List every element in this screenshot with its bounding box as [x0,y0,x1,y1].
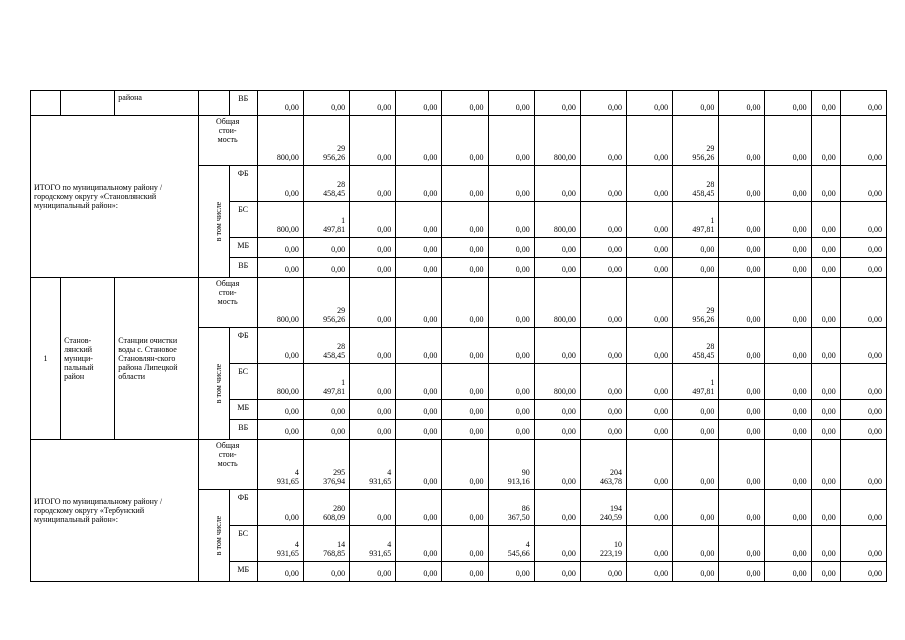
financing-table [30,90,887,582]
value-cell: 0,00 [350,91,396,116]
value-cell: 0,00 [673,400,719,420]
value-cell: 0,00 [442,400,488,420]
fund-cell: ВБ [229,91,257,116]
value-cell: 0,00 [303,420,349,440]
value-cell: 28 458,45 [673,166,719,202]
value-cell: 0,00 [580,116,626,166]
value-cell: 0,00 [488,562,534,582]
value-cell: 0,00 [442,562,488,582]
value-cell: 0,00 [580,258,626,278]
value-cell: 0,00 [488,238,534,258]
value-cell: 0,00 [442,238,488,258]
value-cell: 0,00 [627,440,673,490]
value-cell: 0,00 [396,278,442,328]
value-cell: 0,00 [719,400,765,420]
total-label-cell: ИТОГО по муниципальному району / городскому округу «Становлянский муниципальный район»: [31,116,199,278]
value-cell: 0,00 [627,91,673,116]
value-cell: 0,00 [488,364,534,400]
value-cell: 0,00 [488,258,534,278]
value-cell: 194 240,59 [580,490,626,526]
value-cell: 295 376,94 [303,440,349,490]
sub-label-text: в том числе [213,515,223,556]
value-cell: 0,00 [673,420,719,440]
value-cell: 0,00 [350,278,396,328]
value-cell: 4 931,65 [350,440,396,490]
value-cell: 0,00 [396,116,442,166]
fund-cell: ФБ [229,490,257,526]
value-cell: 0,00 [488,420,534,440]
value-cell: 0,00 [303,400,349,420]
value-cell: 0,00 [442,420,488,440]
value-cell: 29 956,26 [673,116,719,166]
value-cell: 0,00 [811,258,840,278]
sub-label-cell [198,91,229,116]
value-cell: 0,00 [396,526,442,562]
value-cell: 0,00 [627,526,673,562]
fund-cell: ФБ [229,166,257,202]
value-cell: 0,00 [719,166,765,202]
value-cell: 0,00 [580,278,626,328]
value-cell: 0,00 [840,420,886,440]
value-cell: 1 497,81 [673,202,719,238]
fund-cell: ВБ [229,420,257,440]
value-cell: 0,00 [257,400,303,420]
general-cost-label: Общая стои- мость [198,440,257,490]
value-cell: 0,00 [534,258,580,278]
value-cell: 0,00 [719,440,765,490]
value-cell: 0,00 [627,420,673,440]
value-cell: 0,00 [673,91,719,116]
fund-cell: МБ [229,562,257,582]
value-cell: 0,00 [765,278,811,328]
value-cell: 0,00 [534,400,580,420]
value-cell: 0,00 [580,400,626,420]
value-cell: 0,00 [811,238,840,258]
value-cell: 800,00 [257,364,303,400]
value-cell: 4 545,66 [488,526,534,562]
value-cell: 0,00 [840,258,886,278]
fund-cell: БС [229,364,257,400]
value-cell: 280 608,09 [303,490,349,526]
municipality-cell: Станов-лянский муници-пальный район [61,278,115,440]
number-cell: 1 [31,278,61,440]
value-cell: 0,00 [257,420,303,440]
value-cell: 0,00 [765,258,811,278]
value-cell: 0,00 [534,440,580,490]
value-cell: 800,00 [534,278,580,328]
value-cell: 0,00 [396,238,442,258]
value-cell: 0,00 [840,116,886,166]
value-cell: 0,00 [719,328,765,364]
value-cell: 0,00 [350,562,396,582]
value-cell: 0,00 [580,202,626,238]
value-cell: 0,00 [396,400,442,420]
value-cell: 800,00 [534,364,580,400]
value-cell: 1 497,81 [303,364,349,400]
value-cell: 0,00 [350,328,396,364]
value-cell: 29 956,26 [673,278,719,328]
value-cell: 0,00 [534,490,580,526]
sub-label-cell [198,328,229,440]
value-cell: 0,00 [488,166,534,202]
value-cell: 0,00 [350,364,396,400]
fund-cell: ВБ [229,258,257,278]
value-cell: 0,00 [396,440,442,490]
value-cell: 0,00 [765,116,811,166]
value-cell: 0,00 [627,328,673,364]
number-cell [31,91,61,116]
value-cell: 0,00 [765,490,811,526]
value-cell: 0,00 [488,278,534,328]
value-cell: 0,00 [257,258,303,278]
value-cell: 0,00 [840,238,886,258]
value-cell: 0,00 [580,166,626,202]
value-cell: 800,00 [534,202,580,238]
value-cell: 0,00 [840,526,886,562]
value-cell: 0,00 [765,364,811,400]
value-cell: 28 458,45 [303,166,349,202]
value-cell: 0,00 [350,166,396,202]
value-cell: 0,00 [719,258,765,278]
value-cell: 0,00 [673,258,719,278]
sub-label-cell [198,166,229,278]
sub-label-text: в том числе [213,201,223,242]
fund-cell: БС [229,202,257,238]
value-cell: 0,00 [811,166,840,202]
value-cell: 0,00 [350,490,396,526]
value-cell: 0,00 [811,328,840,364]
value-cell: 0,00 [580,328,626,364]
sub-label-text: в том числе [213,363,223,404]
value-cell: 0,00 [488,116,534,166]
value-cell: 0,00 [350,238,396,258]
value-cell: 10 223,19 [580,526,626,562]
value-cell: 0,00 [580,364,626,400]
value-cell: 0,00 [534,91,580,116]
value-cell: 0,00 [257,166,303,202]
value-cell: 0,00 [840,202,886,238]
table-row [31,116,887,166]
general-cost-label: Общая стои- мость [198,278,257,328]
value-cell: 0,00 [396,258,442,278]
value-cell: 0,00 [765,202,811,238]
value-cell: 86 367,50 [488,490,534,526]
value-cell: 800,00 [257,202,303,238]
table-row [31,91,887,116]
value-cell: 0,00 [719,490,765,526]
value-cell: 0,00 [840,400,886,420]
value-cell: 0,00 [257,91,303,116]
value-cell: 0,00 [765,440,811,490]
value-cell: 28 458,45 [673,328,719,364]
value-cell: 0,00 [396,328,442,364]
value-cell: 0,00 [396,420,442,440]
value-cell: 0,00 [765,328,811,364]
value-cell: 0,00 [811,278,840,328]
value-cell: 0,00 [765,238,811,258]
value-cell: 0,00 [765,400,811,420]
value-cell: 0,00 [442,328,488,364]
value-cell: 29 956,26 [303,116,349,166]
value-cell: 0,00 [442,91,488,116]
value-cell: 0,00 [719,364,765,400]
value-cell: 0,00 [840,91,886,116]
general-cost-label: Общая стои- мость [198,116,257,166]
value-cell: 0,00 [303,238,349,258]
fund-cell: ФБ [229,328,257,364]
value-cell: 0,00 [442,490,488,526]
value-cell: 0,00 [396,562,442,582]
table-row [31,278,887,328]
value-cell: 0,00 [673,490,719,526]
value-cell: 0,00 [840,166,886,202]
fund-cell: МБ [229,400,257,420]
value-cell: 0,00 [442,166,488,202]
fund-cell: БС [229,526,257,562]
value-cell: 0,00 [303,91,349,116]
value-cell: 0,00 [627,258,673,278]
value-cell: 0,00 [627,278,673,328]
value-cell: 28 458,45 [303,328,349,364]
value-cell: 800,00 [257,278,303,328]
value-cell: 29 956,26 [303,278,349,328]
value-cell: 0,00 [488,400,534,420]
table-row [31,440,887,490]
value-cell: 0,00 [350,116,396,166]
value-cell: 1 497,81 [303,202,349,238]
value-cell: 0,00 [673,562,719,582]
value-cell: 0,00 [627,490,673,526]
value-cell: 0,00 [765,420,811,440]
value-cell: 0,00 [442,364,488,400]
value-cell: 0,00 [442,202,488,238]
value-cell: 0,00 [719,562,765,582]
value-cell: 0,00 [534,562,580,582]
value-cell: 0,00 [719,278,765,328]
municipality-cell [61,91,115,116]
value-cell: 0,00 [673,440,719,490]
value-cell: 0,00 [534,420,580,440]
value-cell: 0,00 [580,238,626,258]
value-cell: 0,00 [580,420,626,440]
value-cell: 0,00 [627,562,673,582]
value-cell: 800,00 [257,116,303,166]
value-cell: 0,00 [488,202,534,238]
value-cell: 0,00 [442,278,488,328]
value-cell: 0,00 [811,526,840,562]
value-cell: 0,00 [396,490,442,526]
value-cell: 4 931,65 [257,440,303,490]
value-cell: 0,00 [811,420,840,440]
value-cell: 0,00 [765,166,811,202]
value-cell: 0,00 [350,202,396,238]
value-cell: 0,00 [627,400,673,420]
value-cell: 0,00 [396,166,442,202]
value-cell: 0,00 [840,490,886,526]
value-cell: 0,00 [719,238,765,258]
value-cell: 0,00 [627,202,673,238]
value-cell: 0,00 [719,526,765,562]
value-cell: 0,00 [303,562,349,582]
value-cell: 0,00 [765,562,811,582]
value-cell: 1 497,81 [673,364,719,400]
value-cell: 0,00 [811,116,840,166]
value-cell: 0,00 [257,328,303,364]
value-cell: 0,00 [534,526,580,562]
value-cell: 0,00 [811,490,840,526]
value-cell: 0,00 [627,238,673,258]
value-cell: 0,00 [840,328,886,364]
value-cell: 0,00 [442,526,488,562]
value-cell: 0,00 [765,526,811,562]
value-cell: 0,00 [719,420,765,440]
value-cell: 0,00 [257,562,303,582]
value-cell: 0,00 [396,91,442,116]
value-cell: 0,00 [303,258,349,278]
value-cell: 0,00 [811,562,840,582]
object-cell: района [115,91,198,116]
value-cell: 0,00 [627,116,673,166]
value-cell: 800,00 [534,116,580,166]
fund-cell: МБ [229,238,257,258]
value-cell: 0,00 [580,91,626,116]
object-cell: Станции очистки воды с. Становое Становлян-ского района Липецкой области [115,278,198,440]
value-cell: 0,00 [840,278,886,328]
value-cell: 0,00 [442,440,488,490]
value-cell: 0,00 [840,364,886,400]
value-cell: 0,00 [627,364,673,400]
value-cell: 0,00 [580,562,626,582]
value-cell: 0,00 [811,364,840,400]
value-cell: 0,00 [257,490,303,526]
value-cell: 0,00 [396,202,442,238]
value-cell: 0,00 [350,258,396,278]
value-cell: 0,00 [765,91,811,116]
value-cell: 0,00 [488,328,534,364]
value-cell: 0,00 [811,400,840,420]
value-cell: 0,00 [442,116,488,166]
value-cell: 0,00 [534,328,580,364]
value-cell: 0,00 [350,420,396,440]
value-cell: 0,00 [673,526,719,562]
value-cell: 4 931,65 [257,526,303,562]
value-cell: 0,00 [534,238,580,258]
sub-label-cell [198,490,229,582]
value-cell: 0,00 [719,202,765,238]
value-cell: 14 768,85 [303,526,349,562]
total-label-cell: ИТОГО по муниципальному району / городскому округу «Тербунский муниципальный район»: [31,440,199,582]
value-cell: 0,00 [488,91,534,116]
value-cell: 90 913,16 [488,440,534,490]
value-cell: 0,00 [811,440,840,490]
value-cell: 0,00 [673,238,719,258]
value-cell: 0,00 [811,202,840,238]
value-cell: 0,00 [396,364,442,400]
value-cell: 0,00 [840,562,886,582]
value-cell: 0,00 [350,400,396,420]
value-cell: 0,00 [257,238,303,258]
value-cell: 0,00 [442,258,488,278]
value-cell: 0,00 [534,166,580,202]
value-cell: 0,00 [627,166,673,202]
value-cell: 0,00 [811,91,840,116]
value-cell: 0,00 [840,440,886,490]
value-cell: 4 931,65 [350,526,396,562]
value-cell: 204 463,78 [580,440,626,490]
value-cell: 0,00 [719,116,765,166]
value-cell: 0,00 [719,91,765,116]
